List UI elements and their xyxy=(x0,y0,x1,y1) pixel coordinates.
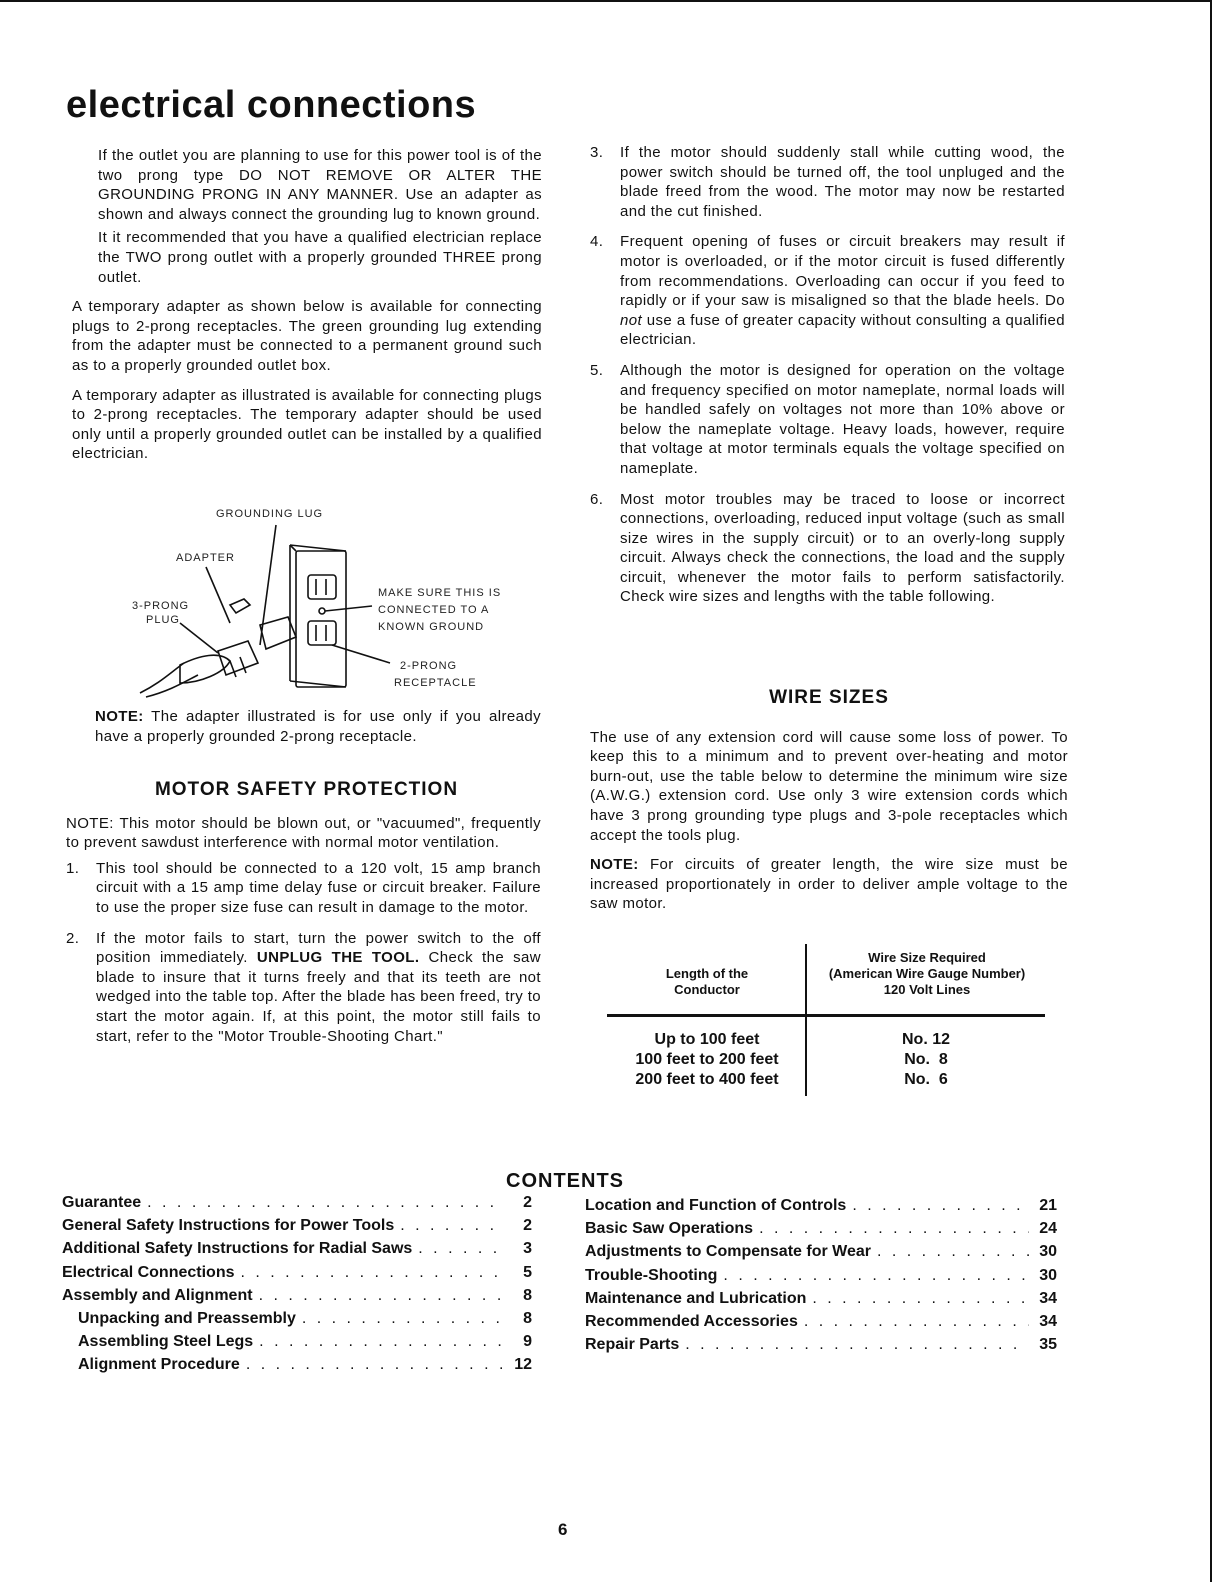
toc-page: 30 xyxy=(1039,1266,1057,1284)
contents-left xyxy=(62,1194,532,1380)
label-adapter: ADAPTER xyxy=(176,552,235,564)
table-body xyxy=(607,1030,1045,1090)
label-make-sure-1: MAKE SURE THIS IS xyxy=(378,587,502,599)
toc-page: 35 xyxy=(1039,1336,1057,1354)
item-text: This tool should be connected to a 120 volt, 15 amp branch circuit with a 15 amp time delay fuse or circuit breaker. Failure to use the proper size fuse can result in damage to the motor. xyxy=(96,859,541,916)
table-row xyxy=(607,1070,1045,1090)
toc-item[interactable] xyxy=(585,1220,1057,1243)
label-3-prong: 3-PRONG xyxy=(132,600,190,612)
item-text-pre: If the motor fails to start, turn the power switch to the off position immediately. xyxy=(96,929,541,967)
item-text-em: not xyxy=(620,311,643,329)
toc-item[interactable] xyxy=(62,1240,532,1263)
page-number: 6 xyxy=(558,1520,568,1539)
list-item xyxy=(590,232,1065,350)
label-receptacle: RECEPTACLE xyxy=(394,677,477,689)
toc-label: Unpacking and Preassembly xyxy=(78,1309,296,1327)
toc-item[interactable] xyxy=(585,1197,1057,1220)
cell-size: No. 8 xyxy=(904,1051,948,1068)
item-text: If the motor should suddenly stall while cutting wood, the power switch should be turned off, the tool unpluged and the blade freed from the wood. The motor may now be restarted and the cut finished. xyxy=(620,144,1065,220)
item-number: 2. xyxy=(66,929,80,947)
header-line: (American Wire Gauge Number) xyxy=(828,966,1026,981)
toc-item[interactable] xyxy=(62,1356,532,1379)
list-item xyxy=(590,361,1065,479)
header-line: 120 Volt Lines xyxy=(883,982,971,997)
wire-paragraph: The use of any extension cord will cause some loss of power. To keep this to a minimum and to prevent over-heating and motor burn-out, use the table below to determine the minimum wire size (A.W.G.) extension cord. Use only 3 wire extension cords which have 3 prong grounding type plugs and 3-pole receptacles which accept the tools plug. xyxy=(590,728,1068,844)
toc-label: Assembling Steel Legs xyxy=(78,1333,254,1351)
toc-label: General Safety Instructions for Power Tools xyxy=(62,1217,395,1235)
adapter-paragraph-1: A temporary adapter as shown below is available for connecting plugs to 2-prong receptacles. The green grounding lug extending from the adapter must be connected to a permanent ground such as to a properly grounded outlet box. xyxy=(72,298,542,374)
toc-leader xyxy=(246,1356,504,1374)
motor-list-right xyxy=(590,143,1065,607)
cell-length: 100 feet to 200 feet xyxy=(635,1051,779,1068)
toc-item[interactable] xyxy=(62,1287,532,1310)
adapter-illustration xyxy=(110,505,530,705)
toc-label: Adjustments to Compensate for Wear xyxy=(585,1243,871,1261)
toc-label: Alignment Procedure xyxy=(78,1356,240,1374)
toc-leader xyxy=(418,1240,504,1258)
label-2-prong: 2-PRONG xyxy=(400,660,458,672)
item-text-pre: Frequent opening of fuses or circuit breakers may result if motor is overloaded, or if the motor circuit is fused differently from recommendations. Overloading can occur if you feed to rapidly or if your saw is misaligned so that the blade heels. Do xyxy=(620,233,1065,310)
label-plug: PLUG xyxy=(146,614,180,626)
item-text-bold: UNPLUG THE TOOL. xyxy=(256,949,420,967)
contents-right xyxy=(585,1197,1057,1359)
table-header-length xyxy=(607,966,807,998)
right-column xyxy=(590,143,1065,618)
item-text: Most motor troubles may be traced to loose or incorrect connections, overloading, reduced input voltage (such as small size wires in the supply circuit) or to an overly-long supply circuit. Always check the connections, the load and the supply circuit, whenever the motor fails to perform satisfactorily. Check wire sizes and lengths with the table following. xyxy=(620,490,1065,606)
toc-leader xyxy=(400,1217,504,1235)
toc-label: Location and Function of Controls xyxy=(585,1197,847,1214)
toc-leader xyxy=(685,1336,1029,1354)
toc-item[interactable] xyxy=(585,1290,1057,1313)
item-number: 1. xyxy=(66,859,80,877)
toc-item[interactable] xyxy=(585,1243,1057,1266)
toc-page: 5 xyxy=(523,1263,532,1281)
toc-leader xyxy=(852,1197,1029,1215)
toc-page: 12 xyxy=(514,1356,532,1374)
wire-note-label: NOTE: xyxy=(590,856,639,874)
adapter-note-label: NOTE: xyxy=(95,708,144,725)
list-item xyxy=(590,490,1065,608)
toc-leader xyxy=(812,1290,1029,1308)
table-header-wire-size xyxy=(809,950,1045,998)
toc-page: 34 xyxy=(1039,1289,1057,1307)
cell-size: No. 6 xyxy=(904,1071,948,1088)
toc-label: Additional Safety Instructions for Radial Saws xyxy=(62,1240,413,1258)
motor-safety-heading: MOTOR SAFETY PROTECTION xyxy=(154,779,459,800)
wire-section xyxy=(590,688,1068,924)
toc-leader xyxy=(259,1333,504,1351)
toc-label: Recommended Accessories xyxy=(585,1312,798,1330)
toc-leader xyxy=(723,1267,1029,1285)
toc-item[interactable] xyxy=(62,1333,532,1356)
list-item xyxy=(590,143,1065,221)
toc-label: Assembly and Alignment xyxy=(62,1286,253,1304)
toc-label: Repair Parts xyxy=(585,1336,680,1354)
intro-paragraph-1: If the outlet you are planning to use for this power tool is of the two prong type DO NOT REMOVE OR ALTER THE GROUNDING PRONG IN ANY MANNER. Use an adapter as shown and always connect the grounding lug to known ground. xyxy=(98,147,542,223)
wire-sizes-heading: WIRE SIZES xyxy=(769,687,889,708)
item-number: 3. xyxy=(590,144,604,161)
item-number: 6. xyxy=(590,490,604,508)
toc-label: Electrical Connections xyxy=(62,1263,235,1281)
item-text-post: Check the saw blade to insure that it turns freely and that its teeth are not wedged into the table top. After the blade has been freed, try to start the motor again. If, at this point, the motor still fails to start, refer to the "Motor Trouble-Shooting Chart." xyxy=(96,949,541,1045)
toc-item[interactable] xyxy=(585,1267,1057,1290)
toc-page: 2 xyxy=(523,1217,532,1235)
table-divider-horizontal xyxy=(607,1014,1045,1017)
toc-item[interactable] xyxy=(585,1336,1057,1359)
header-line: Wire Size Required xyxy=(868,950,986,965)
toc-page: 3 xyxy=(523,1240,532,1258)
toc-leader xyxy=(259,1287,504,1305)
list-item xyxy=(66,929,541,1047)
toc-item[interactable] xyxy=(62,1194,532,1217)
toc-item[interactable] xyxy=(62,1264,532,1287)
table-row xyxy=(607,1050,1045,1070)
toc-page: 24 xyxy=(1039,1220,1057,1238)
item-number: 4. xyxy=(590,233,604,251)
adapter-note xyxy=(95,707,541,756)
page-title: electrical connections xyxy=(66,84,477,126)
intro-paragraph-2: It it recommended that you have a qualified electrician replace the TWO prong outlet with a properly grounded THREE prong outlet. xyxy=(98,229,542,286)
header-line: Conductor xyxy=(674,982,740,997)
contents-title: CONTENTS xyxy=(506,1170,624,1192)
toc-item[interactable] xyxy=(62,1217,532,1240)
list-item xyxy=(66,859,541,918)
adapter-note-text: The adapter illustrated is for use only if you already have a properly grounded 2-prong receptacle. xyxy=(95,708,541,745)
label-make-sure-2: CONNECTED TO A xyxy=(378,604,490,616)
toc-label: Basic Saw Operations xyxy=(585,1220,754,1238)
label-grounding-lug: GROUNDING LUG xyxy=(216,508,324,520)
motor-section xyxy=(66,780,541,1057)
toc-item[interactable] xyxy=(62,1310,532,1333)
toc-leader xyxy=(877,1243,1029,1261)
toc-leader xyxy=(804,1313,1029,1331)
toc-page: 30 xyxy=(1039,1243,1057,1261)
toc-item[interactable] xyxy=(585,1313,1057,1336)
cell-size: No. 12 xyxy=(901,1031,950,1048)
motor-list-left xyxy=(66,859,541,1046)
motor-note-label: NOTE: xyxy=(66,814,114,832)
item-number: 5. xyxy=(590,361,604,379)
header-line: Length of the xyxy=(665,966,749,981)
item-text: Although the motor is designed for operation on the voltage and frequency specified on motor nameplate, normal loads will be handled safely on voltages not more than 10% above or below the nameplate voltage. Heavy loads, however, require that voltage at motor terminals equals the voltage specified on nameplate. xyxy=(620,361,1065,477)
toc-label: Trouble-Shooting xyxy=(585,1266,718,1284)
toc-leader xyxy=(759,1220,1029,1238)
label-make-sure-3: KNOWN GROUND xyxy=(378,621,485,633)
adapter-paragraph-2: A temporary adapter as illustrated is available for connecting plugs to 2-prong receptacles. The temporary adapter should be used only until a properly grounded outlet can be installed by a qualified electrician. xyxy=(72,386,542,463)
right-border xyxy=(1210,0,1212,1582)
toc-page: 2 xyxy=(523,1194,532,1211)
cell-length: 200 feet to 400 feet xyxy=(635,1071,779,1088)
toc-page: 8 xyxy=(523,1286,532,1304)
cell-length: Up to 100 feet xyxy=(654,1031,760,1048)
toc-label: Guarantee xyxy=(62,1194,142,1211)
top-border xyxy=(0,0,1212,2)
motor-note-text: This motor should be blown out, or "vacuumed", frequently to prevent sawdust interference with normal motor ventilation. xyxy=(66,814,541,852)
toc-leader xyxy=(147,1194,504,1212)
toc-page: 8 xyxy=(523,1309,532,1327)
wire-note-text: For circuits of greater length, the wire size must be increased proportionately in order to deliver ample voltage to the saw motor. xyxy=(590,856,1068,913)
toc-leader xyxy=(241,1264,505,1282)
table-row xyxy=(607,1030,1045,1050)
toc-page: 34 xyxy=(1039,1312,1057,1330)
left-column xyxy=(72,146,542,474)
toc-leader xyxy=(302,1310,504,1328)
toc-page: 9 xyxy=(523,1333,532,1351)
item-text-post: use a fuse of greater capacity without consulting a qualified electrician. xyxy=(620,311,1065,349)
toc-label: Maintenance and Lubrication xyxy=(585,1289,807,1307)
toc-page: 21 xyxy=(1039,1197,1057,1214)
